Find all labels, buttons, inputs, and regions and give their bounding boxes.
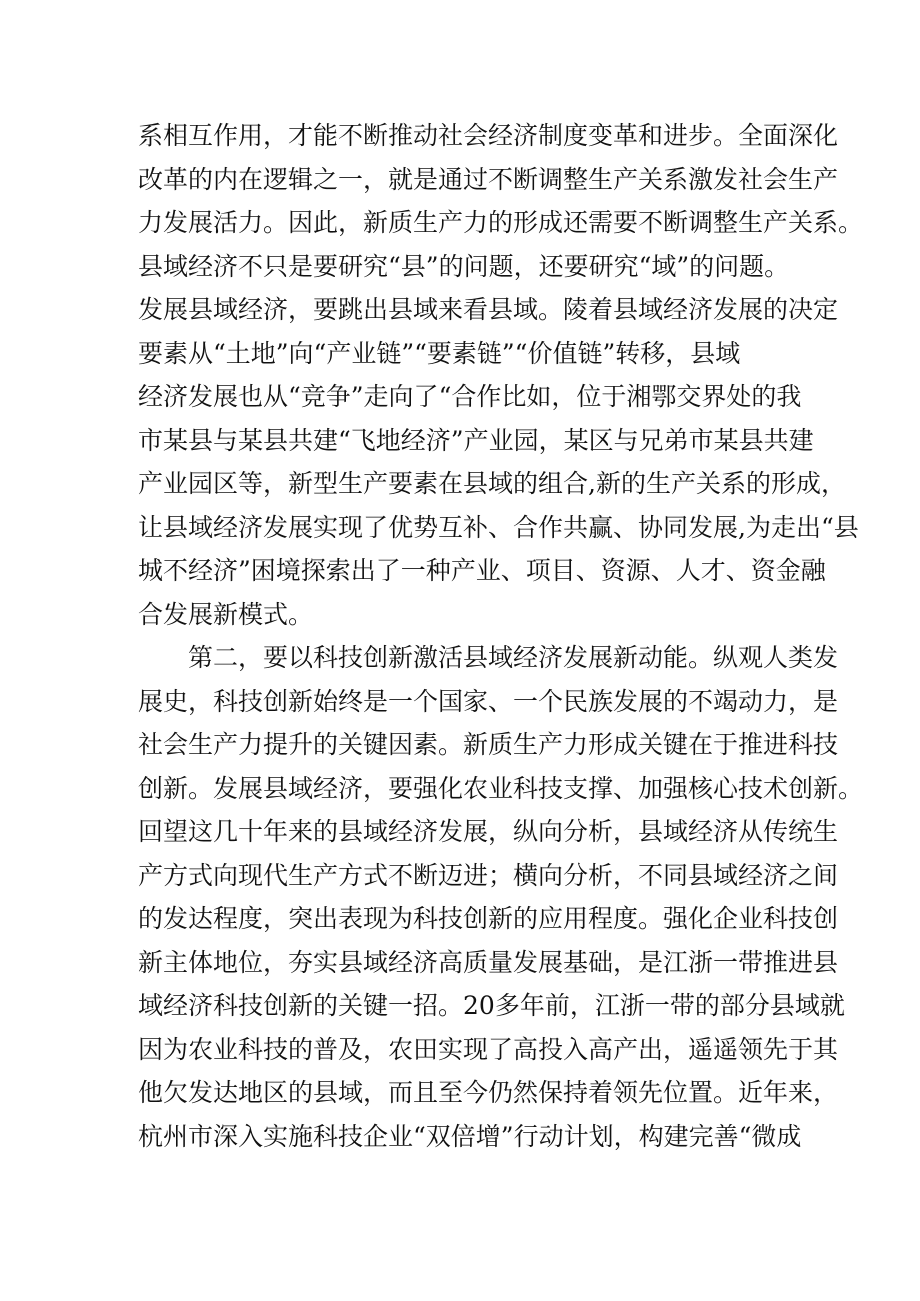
text-line: 产方式向现代生产方式不断迈进；横向分析，不同县域经济之间 — [138, 860, 839, 890]
text-line: 域经济科技创新的关键一招。20多年前，江浙一带的部分县域就 — [138, 991, 845, 1020]
text-line: 产业园区等，新型生产要素在县域的组合,新的生产关系的形成， — [138, 469, 846, 498]
text-line: 他欠发达地区的县域，而且至今仍然保持着领先位置。近年来， — [138, 1078, 839, 1107]
text-line: 发展县域经济，要跳出县域来看县域。陵着县域经济发展的决定 — [138, 295, 839, 324]
text-line: 合发展新模式。 — [138, 599, 314, 629]
text-line: 的发达程度，突出表现为科技创新的应用程度。强化企业科技创 — [138, 904, 839, 933]
text-line: 改革的内在逻辑之一，就是通过不断调整生产关系激发社会生产 — [138, 164, 839, 194]
text-line: 社会生产力提升的关键因素。新质生产力形成关键在于推进科技 — [138, 730, 839, 759]
text-line: 市某县与某县共建“飞地经济”产业园，某区与兄弟市某县共建 — [138, 425, 814, 455]
text-line: 回望这几十年来的县域经济发展，纵向分析，县域经济从传统生 — [138, 817, 839, 846]
text-line: 创新。发展县域经济，要强化农业科技支撑、加强核心技术创新。 — [138, 773, 864, 803]
text-line: 县域经济不只是要研究“县”的问题，还要研究“域”的问题。 — [138, 251, 790, 281]
body-text — [138, 114, 864, 1158]
text-line: 新主体地位，夯实县域经济高质量发展基础，是江浙一带推进县 — [138, 947, 839, 977]
text-line: 要素从“土地”向“产业链”“要素链”“价值链”转移，县域 — [138, 338, 741, 368]
text-line: 展史，科技创新始终是一个国家、一个民族发展的不竭动力，是 — [138, 686, 839, 716]
text-line: 因为农业科技的普及，农田实现了高投入高产出，遥遥领先于其 — [138, 1034, 839, 1064]
paragraph-start-line: 第二，要以科技创新激活县域经济发展新动能。纵观人类发 — [188, 643, 839, 672]
text-line: 让县域经济发展实现了优势互补、合作共赢、协同发展,为走出“县 — [138, 512, 859, 542]
text-line: 经济发展也从“竞争”走向了“合作比如，位于湘鄂交界处的我 — [138, 382, 802, 411]
text-line: 系相互作用，才能不断推动社会经济制度变革和进步。全面深化 — [138, 121, 839, 150]
text-line: 杭州市深入实施科技企业“双倍增”行动计划，构建完善“微成 — [138, 1121, 802, 1151]
text-line: 力发展活力。因此，新质生产力的形成还需要不断调整生产关系。 — [138, 208, 864, 237]
text-line: 城不经济”困境探索出了一种产业、项目、资源、人才、资金融 — [138, 556, 826, 585]
